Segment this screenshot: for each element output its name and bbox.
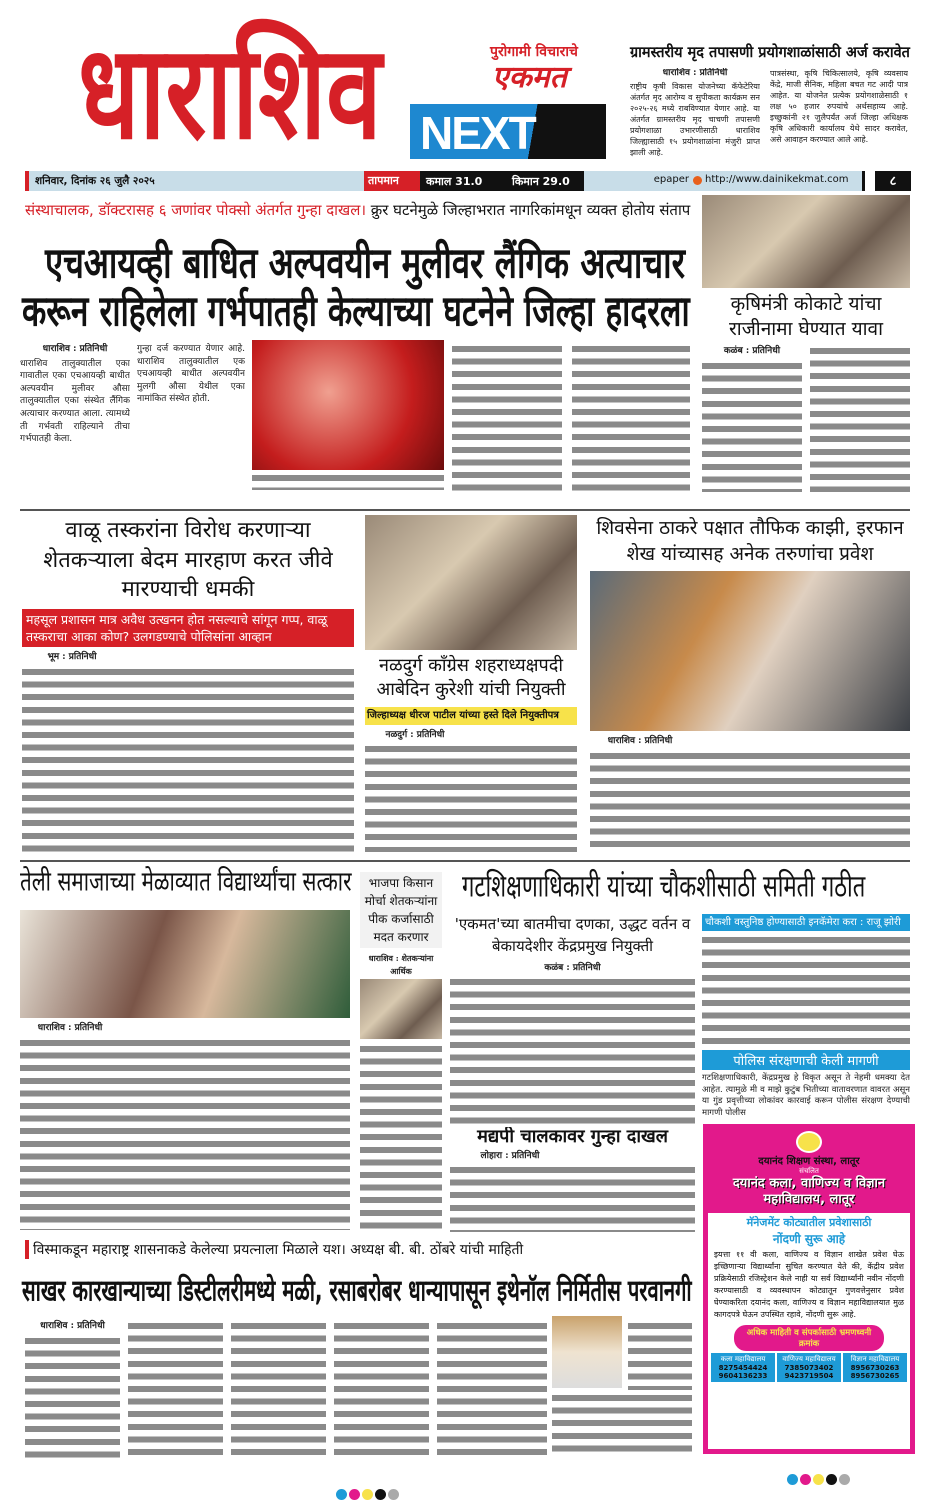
article-body-text: [572, 343, 690, 491]
college-name: वाणिज्य महाविद्यालय: [782, 1354, 836, 1363]
congress-story: [365, 515, 577, 852]
byline: कळंब : प्रतिनिधी: [723, 346, 781, 357]
education-subhead: 'एकमत'च्या बातमीचा दणका, उद्धट वर्तन व बेकायदेशीर केंद्रप्रमुख नियुक्ती: [454, 915, 691, 955]
police-heading: पोलिस संरक्षणाची केली मागणी: [702, 1050, 910, 1070]
date-bar: [25, 171, 865, 191]
byline: भूम : प्रतिनिधी: [47, 652, 97, 663]
lead-col2: गुन्हा दर्ज करण्यात येणार आहे. धाराशिव तालुक्यातील एक एचआयव्ही बाधीत अल्पवयीन मुलगी औसा येथील एका नामांकित संस्थेत होती.: [137, 344, 245, 405]
print-registration-dots: [335, 1485, 400, 1504]
website-link[interactable]: http://www.dainikekmat.com: [705, 174, 849, 185]
sugar-body: [25, 1320, 120, 1458]
temperature-label: तापमान: [364, 171, 420, 191]
article-body-text: [628, 1320, 692, 1390]
college-logo: [796, 1131, 822, 1153]
temperature-box: [364, 171, 584, 191]
lead-headline-line1: एचआयव्ही बाधित अल्पवयीन मुलीवर लैंगिक अत्याचार: [45, 238, 685, 289]
article-body-text: [810, 345, 910, 492]
congress-headline: नळदुर्ग काँग्रेस शहराध्यक्षपदी आबेदिन कुरेशी यांची नियुक्ती: [376, 655, 566, 701]
lead-headline-line2: करून राहिलेला गर्भपातही केल्याच्या घटनेने जिल्हा हादरला: [22, 286, 690, 337]
shivsena-photo: [590, 571, 910, 731]
lead-col1: [20, 343, 130, 491]
next-logo: [410, 104, 606, 159]
article-body-text: [452, 343, 562, 491]
kicker-red: संस्थाचालक, डॉक्टरासह ६ जणांवर पोक्सो अंतर्गत गुन्हा दाखल।: [25, 201, 367, 219]
bjp-headline: भाजपा किसान मोर्चा शेतकऱ्यांना पीक कर्जासाठी मदत करणार: [364, 876, 438, 944]
phone-number: 8956730265: [850, 1371, 900, 1380]
congress-strap: जिल्हाध्यक्ष धीरज पाटील यांच्या हस्ते दिले नियुक्तीपत्र: [365, 707, 577, 725]
byline: धाराशिव : प्रतिनिधी: [40, 1321, 105, 1331]
sand-body: [22, 651, 354, 852]
bjp-photo: [360, 979, 442, 1039]
phone-number: 7385073402: [784, 1363, 834, 1372]
ad-college-science: [843, 1353, 907, 1382]
top-article-col1: [630, 68, 760, 168]
article-body-text: [128, 1320, 223, 1458]
bjp-body: [360, 952, 442, 1232]
sugar-kicker: विस्माकडून महाराष्ट्र शासनाकडे केलेल्या प्रयत्नाला मिळाले यश। अध्यक्ष बी. बी. ठोंबरे यांची माहिती: [25, 1240, 693, 1259]
next-logo-text: NEXT: [420, 107, 535, 159]
max-temp: कमाल 31.0: [426, 175, 483, 188]
education-headline: गटशिक्षणाधिकारी यांच्या चौकशीसाठी समिती गठीत: [462, 870, 866, 905]
globe-icon: [693, 176, 702, 185]
shivsena-story: [590, 516, 910, 852]
sugar-headline: साखर कारखान्याच्या डिस्टीलरीमध्ये मळी, रसाबरोबर धान्यापासून इथेनॉल निर्मितीस परवानगी: [22, 1274, 692, 1308]
college-ad: [703, 1124, 915, 1454]
shivsena-headline: शिवसेना ठाकरे पक्षात तौफिक काझी, इरफान शेख यांच्यासह अनेक तरुणांचा प्रवेश: [596, 517, 904, 565]
article-body-text: [231, 1320, 326, 1458]
phone-number: 8956730263: [850, 1363, 900, 1372]
sand-story: [22, 516, 354, 852]
epaper-label: epaper: [653, 174, 689, 185]
sand-headline: वाळू तस्करांना विरोध करणाऱ्या शेतकऱ्याला बेदम मारहाण करत जीवे मारण्याची धमकी: [43, 518, 333, 603]
shivsena-body: [590, 735, 910, 852]
sand-strap: महसूल प्रशासन मात्र अवैध उत्खनन होत नसल्याचे सांगून गप्प, वाळू तस्कराचा आका कोण? उलगडण्याचे पोलिसांना आव्हान: [22, 609, 354, 647]
byline: धाराशिव : प्रतिनिधी: [37, 1023, 103, 1033]
phone-number: 8275454424: [718, 1363, 768, 1372]
article-text: राष्ट्रीय कृषी विकास योजनेच्या कॅफेटेरिया अंतर्गत मृद आरोग्य व सुपीकता कार्यक्रम सन २०२५-२६ मध्ये राबविण्यात येणार आहे. या अंतर्गत ग्रामस्तरीय मृद चाचणी तपासणी प्रयोगशाळा उभारणीसाठी धाराशिव जिल्ह्यासाठी १५ प्रयोगशाळांना मंजुरी प्राप्त झाली आहे.: [630, 82, 760, 157]
ad-society: दयानंद शिक्षण संस्था, लातूर: [758, 1156, 860, 1167]
ad-college-arts: [711, 1353, 775, 1382]
byline: धाराशिव : प्रतिनिधी: [607, 736, 673, 747]
article-body-text: [702, 934, 910, 1047]
min-temp: किमान 29.0: [512, 175, 570, 188]
article-body-text: [334, 1320, 429, 1458]
drunk-headline: मद्यपी चालकावर गुन्हा दाखल: [477, 1127, 668, 1147]
side-story: [702, 195, 910, 492]
phone-number: 9604136233: [718, 1371, 768, 1380]
ad-sanchalit: संचलित: [799, 1167, 819, 1175]
print-registration-dots: [786, 1470, 851, 1489]
drunk-body: [450, 1150, 695, 1232]
ad-college-commerce: [777, 1353, 841, 1382]
masthead-tagline: पुरोगामी विचाराचे: [490, 44, 578, 60]
teli-headline: तेली समाजाच्या मेळाव्यात विद्यार्थ्यांचा सत्कार: [20, 866, 352, 898]
article-body-text: [252, 472, 444, 490]
lead-illustration: [252, 340, 444, 470]
kicker-black: क्रुर घटनेमुळे जिल्हाभरात नागरिकांमधून व्यक्त होतोय संताप: [370, 201, 691, 219]
college-name: विज्ञान महाविद्यालय: [850, 1354, 900, 1363]
issue-date: शनिवार, दिनांक २६ जुलै २०२५: [35, 175, 155, 187]
article-body-text: [437, 1320, 547, 1458]
side-col1: [702, 345, 910, 492]
byline: नळदुर्ग : प्रतिनिधी: [385, 729, 445, 740]
college-name: कला महाविद्यालय: [720, 1354, 766, 1363]
education-strap: चौकशी वस्तुनिष्ठ होण्यासाठी इनकॅमेरा करा : राजू झोरी: [702, 914, 910, 931]
article-text: धाराशिव तालुक्यातील एका गावातील एका एचआयव्ही बाधीत अल्पवयीन मुलीवर औसा तालुक्यातील एका संस्थेत लैंगिक अत्याचार करण्यात आला. त्यामध्ये ती गर्भवती राहिल्याने तीचा गर्भपातही केला.: [20, 358, 130, 445]
masthead-brand: एकमत: [492, 60, 567, 95]
byline: धाराशिव : प्रतिनिधी: [662, 68, 728, 78]
ad-heading-1: मॅनेजमेंट कोट्यातील प्रवेशासाठी: [746, 1215, 872, 1229]
article-body-text: [552, 1392, 692, 1458]
ad-text: इयत्ता ११ वी कला, वाणिज्य व विज्ञान शाखेत प्रवेश घेऊ इच्छिणाऱ्या विद्यार्थ्यांना सुचित करण्यात येते की, केंद्रीय प्रवेश प्रक्रियेसाठी रजिस्ट्रेशन केले नाही या सर्व विद्यार्थ्यांनी नवीन नोंदणी करण्यासाठी व व्यवस्थापन कोट्यातून गुणवत्तेनुसार प्रवेश घेण्याकरिता दयानंद कला, वाणिज्य व विज्ञान महाविद्यालयात मुळ कागदपत्रे घेऊन उपस्थित रहावे, नोंदणी सुरू आहे.: [714, 1249, 904, 1319]
byline: धाराशिव : शेतकऱ्यांना आर्थिक: [368, 953, 434, 976]
drunk-story: [450, 1127, 695, 1232]
ad-heading-2: नोंदणी सुरू आहे: [772, 1231, 846, 1246]
bjp-story: [360, 872, 442, 1232]
byline: धाराशिव : प्रतिनिधी: [42, 344, 108, 354]
ad-college-name: दयानंद कला, वाणिज्य व विज्ञान महाविद्यालय, लातूर: [732, 1176, 886, 1208]
teli-body: [20, 1022, 350, 1230]
ad-contact-label: अधिक माहिती व संपर्कासाठी भ्रमणध्वनी क्रमांक: [734, 1325, 884, 1351]
congress-photo: [365, 515, 577, 650]
congress-body: [365, 729, 577, 852]
byline: कळंब : प्रतिनिधी: [544, 962, 601, 973]
side-story-headline: कृषिमंत्री कोकाटे यांचा राजीनामा घेण्यात यावा: [729, 293, 883, 340]
teli-photo: [20, 910, 350, 1018]
education-body: [450, 962, 695, 1125]
ad-phone-table: [708, 1353, 910, 1382]
bjp-headline-box: [360, 872, 442, 948]
byline: लोहारा : प्रतिनिधी: [480, 1150, 540, 1161]
top-article-title: ग्रामस्तरीय मृद तपासणी प्रयोगशाळांसाठी अर्ज करावेत: [630, 43, 910, 61]
top-article-col2: पात्रसंस्था, कृषि चिकित्सालये, कृषि व्यवसाय केंद्रे, माजी सैनिक, महिला बचत गट आदी पात्र आहेत. या योजनेत प्रत्येक प्रयोगशाळेसाठी १ लक्ष ५० हजार रुपयांचे अर्थसहाय्य आहे. इच्छुकांनी २१ जुलैपर्यंत अर्ज जिल्हा अधिक्षक कृषि अधिकारी कार्यालय येथे सादर करावेत, असे आवाहन करण्यात आले आहे.: [770, 69, 908, 144]
masthead-logo: धाराशिव: [78, 16, 382, 169]
phone-number: 9423719504: [784, 1371, 834, 1380]
sugar-photo: [552, 1316, 622, 1388]
education-story: [450, 914, 695, 1124]
education-side: [702, 914, 910, 1119]
side-story-photo: [702, 195, 910, 288]
police-body: गटशिक्षणाधिकारी, केंद्रप्रमुख हे विकृत असून ते नेहमी धमक्या देत आहेत. त्यामुळे मी व माझे कुटुंब भितीच्या वातावरणात वावरत असून या गुंड प्रवृत्तीच्या लोकांवर कारवाई करून पोलीस संरक्षण देण्याची मागणी पोलीस: [702, 1073, 910, 1118]
page-number: ८: [875, 171, 911, 191]
lead-kicker: [25, 200, 690, 220]
